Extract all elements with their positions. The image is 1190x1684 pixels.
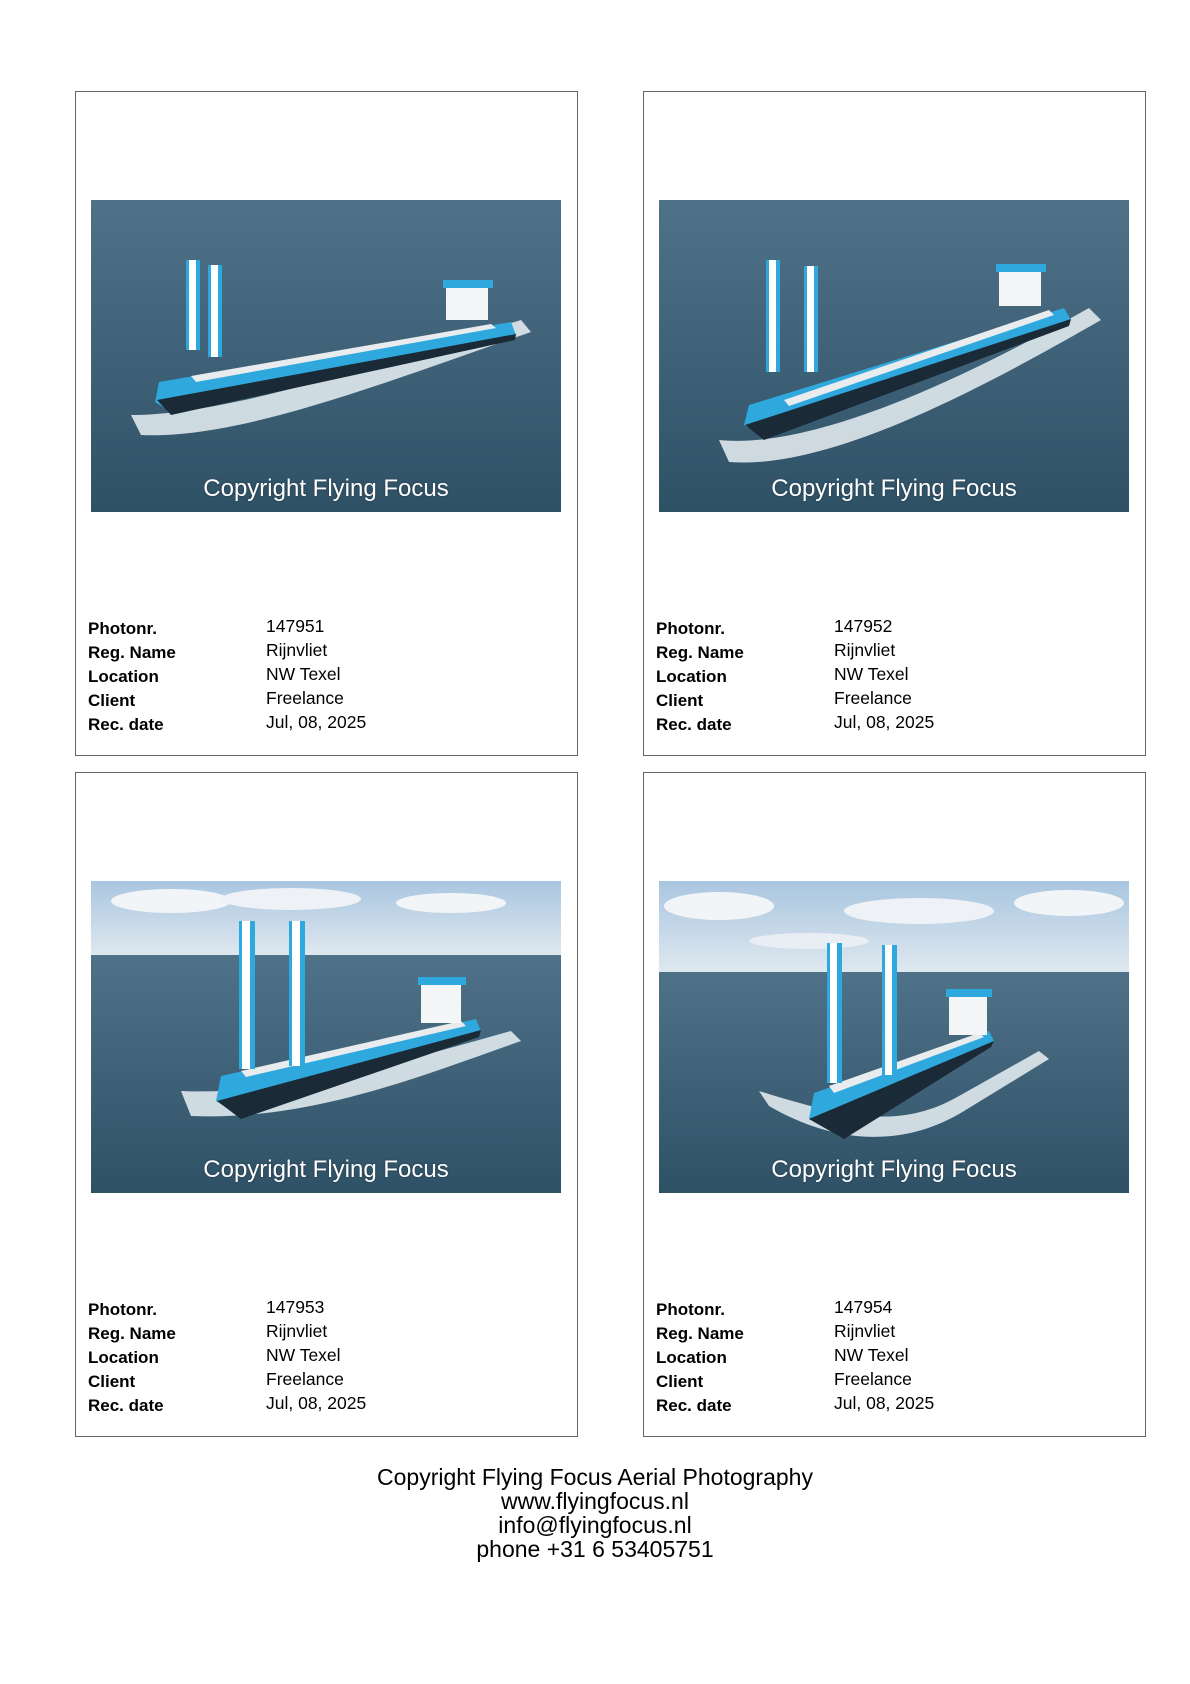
- photo-no-label: Photonr.: [656, 619, 725, 638]
- location-value: NW Texel: [834, 1345, 909, 1365]
- rec-date-label: Rec. date: [656, 715, 732, 734]
- client-label: Client: [656, 1372, 704, 1391]
- rec-date-value: Jul, 08, 2025: [834, 1393, 935, 1413]
- reg-name-value: Rijnvliet: [834, 1321, 896, 1341]
- reg-name-label: Reg. Name: [656, 643, 744, 662]
- watermark-text: Copyright Flying Focus: [771, 475, 1017, 502]
- ship-photo[interactable]: [659, 200, 1129, 512]
- photo-card: [75, 91, 578, 756]
- client-label: Client: [88, 1372, 136, 1391]
- location-value: NW Texel: [266, 664, 341, 684]
- ship-photo-image: [91, 881, 561, 1193]
- watermark-text: Copyright Flying Focus: [771, 1156, 1017, 1183]
- location-label: Location: [656, 667, 727, 686]
- photo-card: [643, 772, 1146, 1437]
- photo-no-label: Photonr.: [656, 1300, 725, 1319]
- watermark-text: Copyright Flying Focus: [203, 1156, 449, 1183]
- ship-photo[interactable]: [91, 881, 561, 1193]
- photo-card: [75, 772, 578, 1437]
- reg-name-label: Reg. Name: [88, 643, 176, 662]
- location-label: Location: [88, 1348, 159, 1367]
- ship-photo[interactable]: [91, 200, 561, 512]
- rec-date-label: Rec. date: [88, 715, 164, 734]
- ship-photo-image: [659, 881, 1129, 1193]
- photo-metadata: [88, 616, 558, 736]
- reg-name-value: Rijnvliet: [266, 1321, 328, 1341]
- ship-photo-image: [91, 200, 561, 512]
- reg-name-label: Reg. Name: [656, 1324, 744, 1343]
- ship-photo[interactable]: [659, 881, 1129, 1193]
- client-label: Client: [656, 691, 704, 710]
- reg-name-value: Rijnvliet: [834, 640, 896, 660]
- location-value: NW Texel: [834, 664, 909, 684]
- watermark-text: Copyright Flying Focus: [203, 475, 449, 502]
- footer-phone: phone +31 6 53405751: [476, 1536, 714, 1562]
- rec-date-label: Rec. date: [656, 1396, 732, 1415]
- rec-date-value: Jul, 08, 2025: [266, 1393, 367, 1413]
- photo-metadata: [656, 616, 1126, 736]
- client-label: Client: [88, 691, 136, 710]
- client-value: Freelance: [834, 688, 912, 708]
- photo-no-value: 147953: [266, 1297, 325, 1317]
- rec-date-value: Jul, 08, 2025: [834, 712, 935, 732]
- reg-name-label: Reg. Name: [88, 1324, 176, 1343]
- footer-email[interactable]: info@flyingfocus.nl: [498, 1512, 692, 1538]
- rec-date-label: Rec. date: [88, 1396, 164, 1415]
- footer-website[interactable]: www.flyingfocus.nl: [501, 1488, 689, 1514]
- location-value: NW Texel: [266, 1345, 341, 1365]
- photo-no-value: 147952: [834, 616, 893, 636]
- location-label: Location: [656, 1348, 727, 1367]
- photo-card: [643, 91, 1146, 756]
- photo-no-value: 147951: [266, 616, 325, 636]
- photo-no-label: Photonr.: [88, 619, 157, 638]
- page-footer: [0, 1465, 1190, 1561]
- photo-no-label: Photonr.: [88, 1300, 157, 1319]
- photo-metadata: [88, 1297, 558, 1417]
- location-label: Location: [88, 667, 159, 686]
- footer-copyright: Copyright Flying Focus Aerial Photography: [377, 1464, 813, 1490]
- client-value: Freelance: [266, 1369, 344, 1389]
- reg-name-value: Rijnvliet: [266, 640, 328, 660]
- rec-date-value: Jul, 08, 2025: [266, 712, 367, 732]
- photo-metadata: [656, 1297, 1126, 1417]
- client-value: Freelance: [834, 1369, 912, 1389]
- ship-photo-image: [659, 200, 1129, 512]
- photo-no-value: 147954: [834, 1297, 893, 1317]
- client-value: Freelance: [266, 688, 344, 708]
